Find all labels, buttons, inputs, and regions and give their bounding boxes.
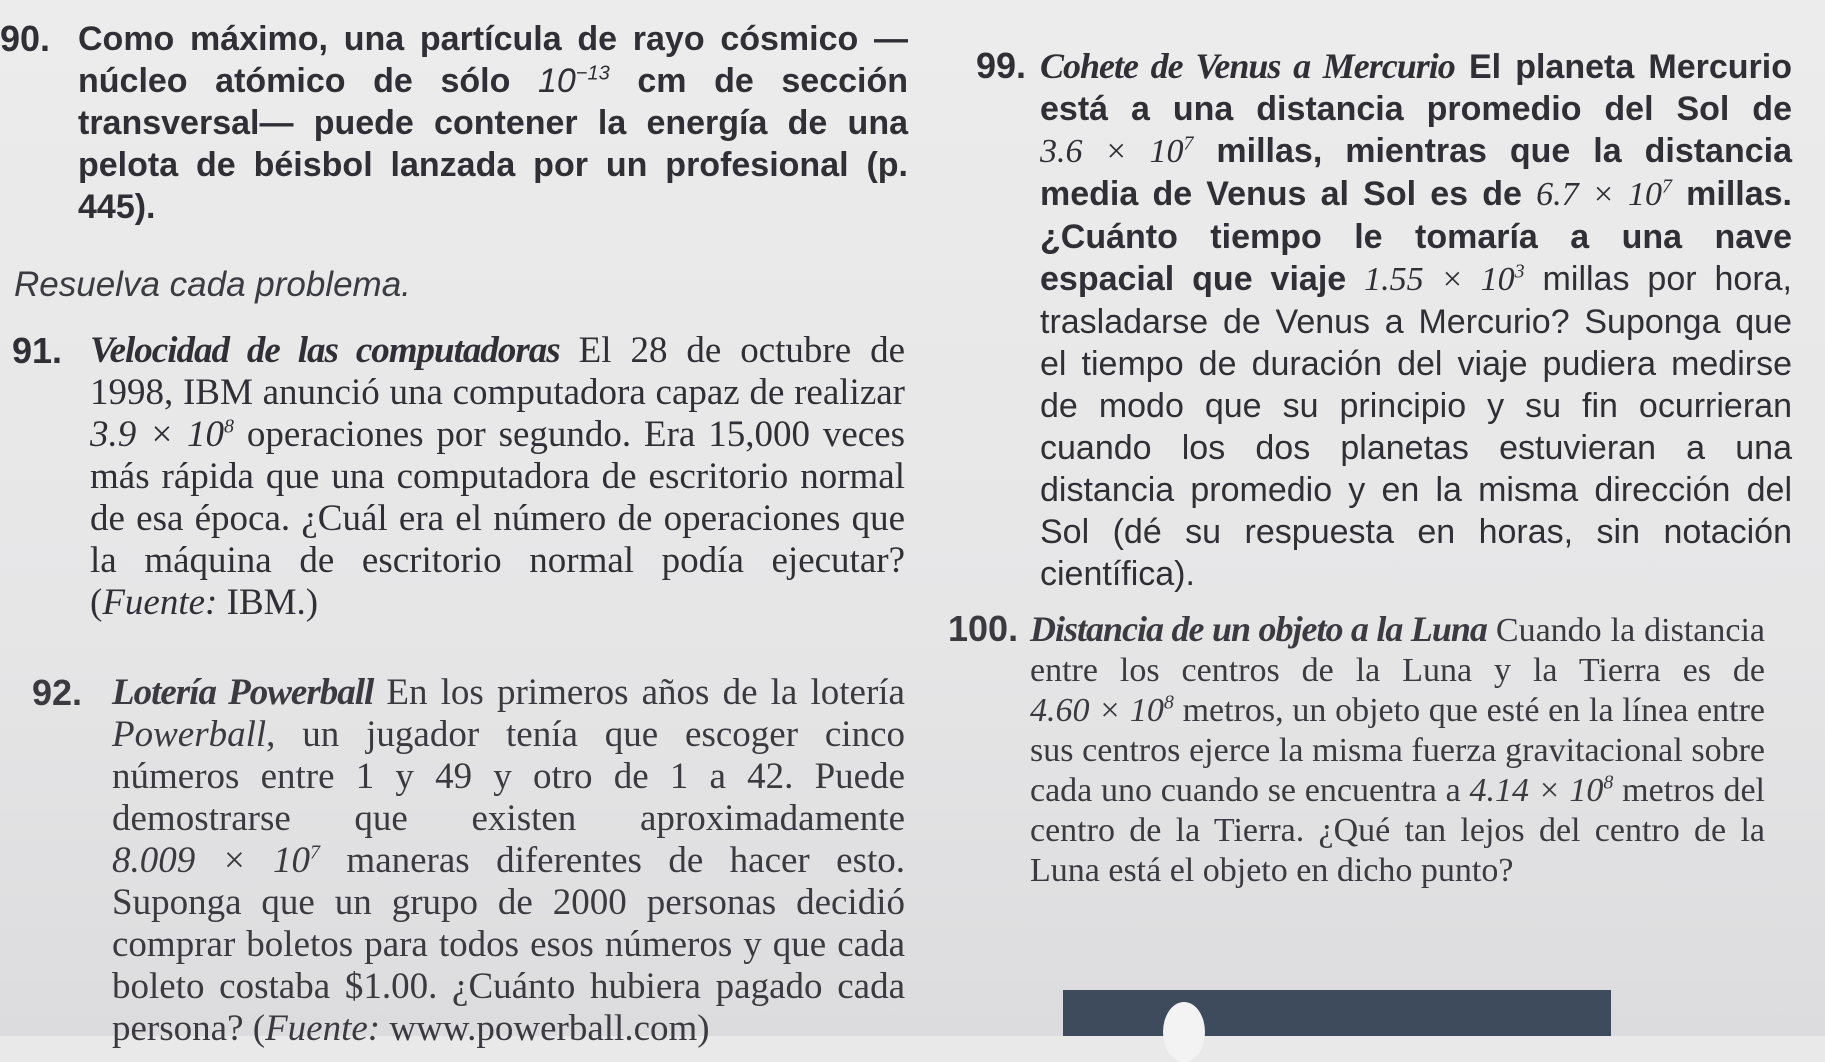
problem-number: 91. bbox=[12, 330, 63, 371]
problem-text: El planeta Mercurio está a una distancia promedio del Sol de bbox=[1040, 48, 1792, 128]
problem-text: Como máximo, una partícula de rayo cósmico —núcleo atómico de sólo bbox=[78, 20, 908, 100]
problem-text-cont: cm de sección transversal— puede contener la energía de una pelota de béisbol lanzada por un profesional (p. 445). bbox=[78, 62, 908, 226]
problem-text: En los primeros años de la lotería bbox=[373, 672, 905, 713]
sci-mantissa-1: 4.60 × 10 bbox=[1030, 692, 1164, 729]
problem-title: Cohete de Venus a Mercurio bbox=[1040, 46, 1455, 86]
sci-base: 10 bbox=[537, 62, 576, 100]
source-text: www.powerball.com) bbox=[380, 1008, 710, 1049]
section-instruction: Resuelva cada problema. bbox=[14, 265, 411, 304]
problem-number: 90. bbox=[0, 18, 51, 59]
source-label: Fuente: bbox=[102, 582, 218, 623]
problem-number: 99. bbox=[976, 45, 1027, 86]
problem-99 bbox=[950, 45, 1792, 595]
problem-90 bbox=[0, 18, 908, 228]
problem-title: Distancia de un objeto a la Luna bbox=[1030, 609, 1487, 649]
sci-exponent-3: 3 bbox=[1514, 260, 1525, 283]
problem-text-cont-2: metros del centro de la Tierra. ¿Qué tan lejos del centro de la Luna está el objeto en dicho punto? bbox=[1030, 772, 1765, 889]
sci-mantissa-2: 4.14 × 10 bbox=[1469, 772, 1604, 809]
problem-text-cont-3: millas por hora, trasladarse de Venus a Mercurio? Suponga que el tiempo de duración del viaje pudiera medirse de modo que su principio y su fin ocurrieran cuando los dos planetas estuvieran a una distancia promedio y en la misma dirección del Sol (dé su respuesta en horas, sin notación científica). bbox=[1040, 260, 1792, 593]
sci-exponent-1: 7 bbox=[1183, 132, 1194, 155]
problem-text: El 28 de octubre de 1998, IBM anunció una computadora capaz de realizar bbox=[90, 330, 905, 413]
problem-92 bbox=[0, 672, 905, 1050]
problem-text-cont: operaciones por segundo. Era 15,000 veces más rápida que una computadora de escritorio normal de esa época. ¿Cuál era el número de operaciones que la máquina de escritorio normal podía ejecutar? ( bbox=[90, 414, 905, 623]
sci-mantissa-2: 6.7 × 10 bbox=[1536, 176, 1662, 213]
sci-exponent: 8 bbox=[223, 415, 234, 438]
sci-exponent-2: 8 bbox=[1603, 771, 1614, 794]
sci-mantissa: 8.009 × 10 bbox=[112, 840, 311, 881]
source-label: Fuente: bbox=[265, 1008, 381, 1049]
problem-100 bbox=[950, 609, 1765, 891]
sci-mantissa: 3.9 × 10 bbox=[90, 414, 224, 455]
problem-text-cont: metros, un objeto que esté en la línea entre sus centros ejerce la misma fuerza gravitacional sobre cada uno cuando se encuentra a bbox=[1030, 692, 1765, 809]
problem-text-cont-2: millas. ¿Cuánto tiempo le tomaría a una nave espacial que viaje bbox=[1040, 175, 1792, 298]
sci-exponent-2: 7 bbox=[1661, 175, 1672, 198]
problem-title: Velocidad de las computadoras bbox=[90, 330, 560, 371]
problem-title: Lotería Powerball bbox=[112, 672, 374, 713]
problem-91 bbox=[0, 330, 905, 624]
powerball-name: Powerball bbox=[112, 714, 267, 755]
figure-highlight bbox=[1163, 1002, 1205, 1062]
source-text: IBM.) bbox=[217, 582, 319, 623]
sci-exponent-1: 8 bbox=[1163, 691, 1174, 714]
problem-text-cont-2: maneras diferentes de hacer esto. Suponga que un grupo de 2000 personas decidió comprar boletos para todos esos números y que cada boleto costaba $1.00. ¿Cuánto hubiera pagado cada persona? ( bbox=[112, 840, 905, 1049]
sci-mantissa-3: 1.55 × 10 bbox=[1364, 261, 1515, 298]
sci-exponent: −13 bbox=[575, 62, 610, 85]
sci-exponent: 7 bbox=[310, 841, 321, 864]
problem-text: Cuando la distancia entre los centros de la Luna y la Tierra es de bbox=[1030, 612, 1765, 689]
problem-number: 100. bbox=[948, 608, 1019, 649]
figure-edge bbox=[1063, 990, 1611, 1036]
problem-text-cont: , un jugador tenía que escoger cinco números entre 1 y 49 y otro de 1 a 42. Puede demostrarse que existen aproximadamente bbox=[112, 714, 905, 839]
sci-mantissa-1: 3.6 × 10 bbox=[1040, 133, 1184, 170]
problem-number: 92. bbox=[32, 672, 83, 713]
problem-text-cont: millas, mientras que la distancia media de Venus al Sol es de bbox=[1040, 132, 1792, 213]
